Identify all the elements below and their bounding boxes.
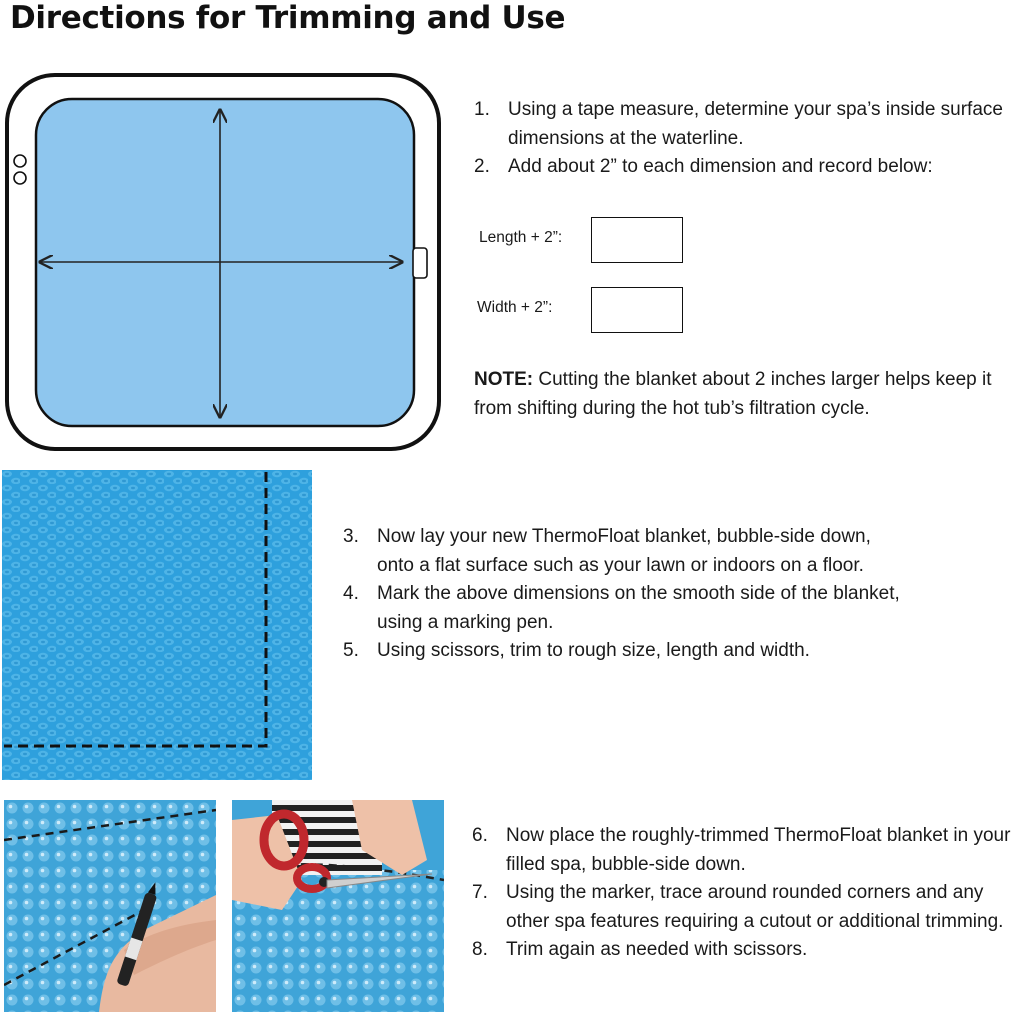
blanket-image xyxy=(2,470,312,780)
note-text xyxy=(474,366,1019,423)
page-title: Directions for Trimming and Use xyxy=(10,0,566,36)
note-label: NOTE: xyxy=(474,369,534,390)
list-item: 8. Trim again as needed with scissors. xyxy=(472,939,808,960)
width-label: Width + 2”: xyxy=(477,299,553,316)
length-label: Length + 2”: xyxy=(479,229,563,246)
list-item: 5. Using scissors, trim to rough size, length and width. xyxy=(343,640,810,661)
list-item: 6. Now place the roughly-trimmed ThermoFloat blanket in your filled spa, bubble-side down. xyxy=(472,825,1011,875)
list-item: 3. Now lay your new ThermoFloat blanket, bubble-side down, onto a flat surface such as your lawn or indoors on a floor. xyxy=(343,526,871,576)
spa-diagram xyxy=(4,72,444,454)
marking-photo xyxy=(4,800,216,1012)
steps-list-1 xyxy=(474,96,1014,182)
list-item: 7. Using the marker, trace around rounded corners and any other spa features requiring a cutout or additional trimming. xyxy=(472,882,1004,932)
width-input-box[interactable] xyxy=(591,287,683,333)
length-input-box[interactable] xyxy=(591,217,683,263)
cutting-photo xyxy=(232,800,444,1012)
list-item: 4. Mark the above dimensions on the smooth side of the blanket, using a marking pen. xyxy=(343,583,900,633)
note-body: Cutting the blanket about 2 inches larger helps keep it from shifting during the hot tub’s filtration cycle. xyxy=(474,369,992,419)
skimmer-icon xyxy=(413,248,427,278)
steps-list-2 xyxy=(343,523,903,666)
jet-icon xyxy=(14,155,26,167)
jet-icon xyxy=(14,172,26,184)
list-item: 1. Using a tape measure, determine your spa’s inside surface dimensions at the waterline. xyxy=(474,99,1003,149)
steps-list-3 xyxy=(472,822,1012,965)
list-item: 2. Add about 2” to each dimension and record below: xyxy=(474,156,933,177)
